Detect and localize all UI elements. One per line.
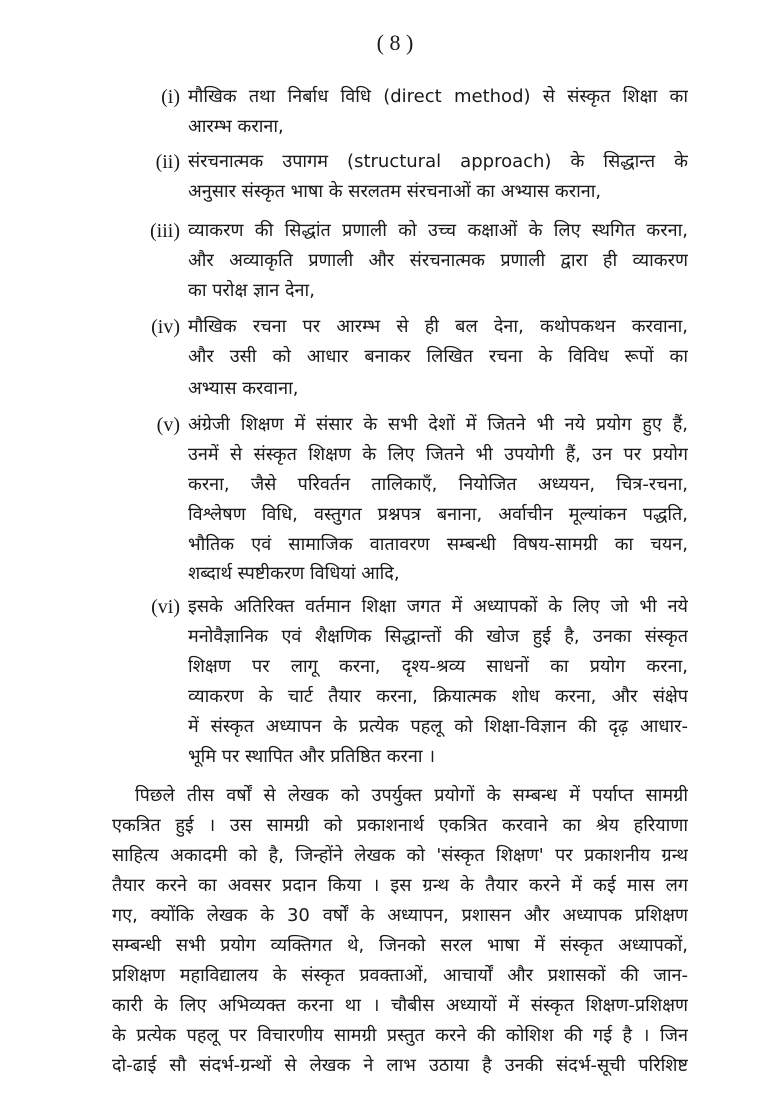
paragraph-line: के प्रत्येक पहलू पर विचारणीय सामग्री प्रस्तुत करने की कोशिश की गई है । जिन	[112, 1025, 688, 1046]
list-item-line: और उसी को आधार बनाकर लिखित रचना के विविध रूपों का	[188, 346, 688, 367]
list-item-line: अभ्यास करवाना,	[188, 378, 299, 399]
list-item-line: मौखिक रचना पर आरम्भ से ही बल देना, कथोपकथन करवाना,	[188, 316, 688, 337]
list-item-line: मौखिक तथा निर्बाध विधि (direct method) से संस्कृत शिक्षा का	[188, 86, 688, 107]
list-item-line: शिक्षण पर लागू करना, दृश्य-श्रव्य साधनों का प्रयोग करना,	[188, 656, 688, 677]
paragraph-line: प्रशिक्षण महाविद्यालय के संस्कृत प्रवक्ताओं, आचार्यों और प्रशासकों की जान-	[112, 965, 688, 986]
paragraph-line: एकत्रित हुई । उस सामग्री को प्रकाशनार्थ एकत्रित करवाने का श्रेय हरियाणा	[112, 815, 688, 836]
list-item-line: मनोवैज्ञानिक एवं शैक्षणिक सिद्धान्तों की खोज हुई है, उनका संस्कृत	[188, 626, 688, 647]
paragraph-line: साहित्य अकादमी को है, जिन्होंने लेखक को 'संस्कृत शिक्षण' पर प्रकाशनीय ग्रन्थ	[112, 845, 688, 866]
list-item-line: अंग्रेजी शिक्षण में संसार के सभी देशों में जितने भी नये प्रयोग हुए हैं,	[188, 414, 688, 435]
list-item-line: आरम्भ कराना,	[188, 116, 284, 137]
paragraph-line: तैयार करने का अवसर प्रदान किया । इस ग्रन्थ के तैयार करने में कई मास लग	[112, 875, 688, 896]
paragraph-line: दो-ढाई सौ संदर्भ-ग्रन्थों से लेखक ने लाभ उठाया है उनकी संदर्भ-सूची परिशिष्ट	[112, 1055, 688, 1076]
list-item-line: संरचनात्मक उपागम (structural approach) के सिद्धान्त के	[188, 151, 688, 172]
paragraph-line: सम्बन्धी सभी प्रयोग व्यक्तिगत थे, जिनको सरल भाषा में संस्कृत अध्यापकों,	[112, 935, 688, 956]
list-item-line: विश्लेषण विधि, वस्तुगत प्रश्नपत्र बनाना, अर्वाचीन मूल्यांकन पद्धति,	[188, 504, 688, 525]
paragraph-line: पिछले तीस वर्षों से लेखक को उपर्युक्त प्रयोगों के सम्बन्ध में पर्याप्त सामग्री	[135, 785, 688, 806]
list-item-line: भौतिक एवं सामाजिक वातावरण सम्बन्धी विषय-सामग्री का चयन,	[188, 534, 688, 555]
list-item-line: और अव्याकृति प्रणाली और संरचनात्मक प्रणाली द्वारा ही व्याकरण	[188, 250, 688, 271]
list-item-number: (v)	[156, 414, 180, 436]
list-item-number: (i)	[161, 86, 180, 108]
list-item-line: इसके अतिरिक्त वर्तमान शिक्षा जगत में अध्यापकों के लिए जो भी नये	[188, 596, 688, 617]
list-item-line: शब्दार्थ स्पष्टीकरण विधियां आदि,	[188, 563, 400, 584]
list-item-line: में संस्कृत अध्यापन के प्रत्येक पहलू को शिक्षा-विज्ञान की दृढ़ आधार-	[188, 716, 688, 737]
list-item-line: का परोक्ष ज्ञान देना,	[188, 280, 315, 301]
paragraph-line: गए, क्योंकि लेखक के 30 वर्षों के अध्यापन, प्रशासन और अध्यापक प्रशिक्षण	[112, 905, 688, 926]
page-number: ( 8 )	[376, 30, 414, 55]
list-item-number: (ii)	[155, 151, 180, 173]
list-item-number: (vi)	[151, 596, 180, 618]
list-item-number: (iv)	[151, 316, 180, 338]
list-item-number: (iii)	[150, 220, 180, 242]
list-item-line: करना, जैसे परिवर्तन तालिकाएँ, नियोजित अध्ययन, चित्र-रचना,	[188, 474, 688, 495]
list-item-line: उनमें से संस्कृत शिक्षण के लिए जितने भी उपयोगी हैं, उन पर प्रयोग	[188, 444, 688, 465]
list-item-line: व्याकरण के चार्ट तैयार करना, क्रियात्मक शोध करना, और संक्षेप	[188, 686, 688, 707]
paragraph-line: कारी के लिए अभिव्यक्त करना था । चौबीस अध्यायों में संस्कृत शिक्षण-प्रशिक्षण	[112, 995, 688, 1016]
list-item-line: भूमि पर स्थापित और प्रतिष्ठित करना ।	[188, 746, 436, 767]
list-item-line: व्याकरण की सिद्धांत प्रणाली को उच्च कक्षाओं के लिए स्थगित करना,	[188, 220, 688, 241]
list-item-line: अनुसार संस्कृत भाषा के सरलतम संरचनाओं का अभ्यास कराना,	[188, 181, 602, 202]
